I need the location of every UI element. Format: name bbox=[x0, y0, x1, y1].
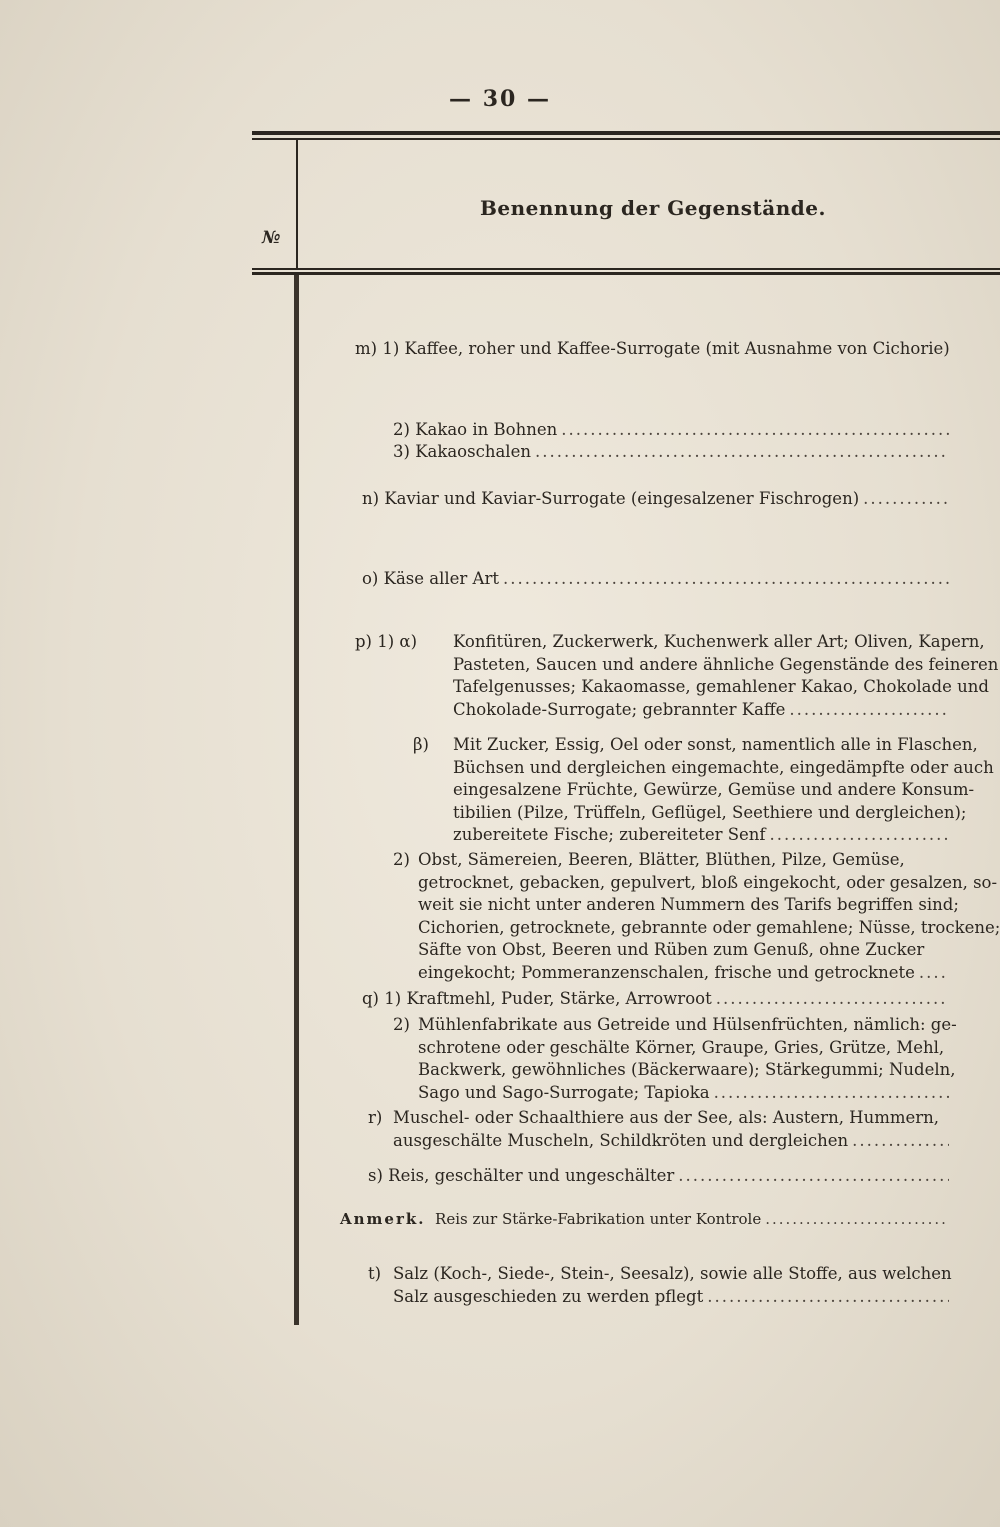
entry-text: Salz (Koch-, Siede-, Stein-, Seesalz), sowie alle Stoffe, aus welchen bbox=[393, 1264, 952, 1283]
dot-leader bbox=[852, 1130, 949, 1153]
entry-text: Konfitüren, Zuckerwerk, Kuchenwerk aller Art; Oliven, Kapern, bbox=[453, 632, 985, 651]
entry-o bbox=[362, 568, 949, 591]
column-divider-body bbox=[294, 275, 299, 1325]
entry-p-1-alpha bbox=[355, 631, 999, 721]
entry-text: Backwerk, gewöhnliches (Bäckerwaare); Stärkegummi; Nudeln, bbox=[418, 1060, 956, 1079]
entry-text: ausgeschälte Muscheln, Schildkröten und dergleichen bbox=[393, 1130, 849, 1150]
entry-text: Kaffee, roher und Kaffee-Surrogate (mit Ausnahme von Cichorie) bbox=[404, 339, 950, 358]
dot-leader bbox=[714, 1082, 949, 1105]
entry-label: 2) bbox=[393, 850, 410, 869]
dot-leader bbox=[716, 988, 949, 1011]
dot-leader bbox=[863, 488, 949, 511]
entry-q-1 bbox=[362, 988, 949, 1011]
entry-text: Tafelgenusses; Kakaomasse, gemahlener Kakao, Chokolade und bbox=[453, 677, 989, 696]
entry-text: Salz ausgeschieden zu werden pflegt bbox=[393, 1286, 704, 1306]
entry-text: Kaviar und Kaviar-Surrogate (eingesalzener Fischrogen) bbox=[384, 489, 860, 508]
entry-text: Kraftmehl, Puder, Stärke, Arrowroot bbox=[406, 989, 712, 1008]
entry-label: q) 1) bbox=[362, 989, 402, 1008]
entry-p-2 bbox=[393, 849, 1000, 984]
dot-leader bbox=[503, 568, 949, 591]
entry-text: Cichorien, getrocknete, gebrannte oder gemahlene; Nüsse, trockene; bbox=[418, 917, 1000, 937]
number-column-header: № bbox=[262, 228, 281, 248]
entry-label: 2) bbox=[393, 420, 410, 439]
entry-text: Kakao in Bohnen bbox=[415, 420, 558, 439]
table-top-rule-thin bbox=[252, 138, 1000, 140]
note-label: Anmerk. bbox=[340, 1210, 426, 1228]
entry-text: Büchsen und dergleichen eingemachte, eingedämpfte oder auch bbox=[453, 757, 994, 777]
entry-text: eingesalzene Früchte, Gewürze, Gemüse und andere Konsum- bbox=[453, 780, 975, 799]
entry-text: Reis zur Stärke-Fabrikation unter Kontrole bbox=[435, 1210, 762, 1228]
entry-text: Sago und Sago-Surrogate; Tapioka bbox=[418, 1082, 710, 1102]
entry-text: eingekocht; Pommeranzenschalen, frische und getrocknete bbox=[418, 962, 915, 982]
entry-label: n) bbox=[362, 489, 380, 508]
entry-n bbox=[362, 488, 949, 511]
entry-note bbox=[340, 1208, 949, 1231]
entry-m-1 bbox=[355, 338, 955, 361]
dot-leader bbox=[561, 419, 949, 442]
entry-text: Reis, geschälter und ungeschälter bbox=[388, 1166, 675, 1185]
entry-text: Pasteten, Saucen und andere ähnliche Gegenstände des feineren bbox=[453, 654, 999, 674]
entry-m-2 bbox=[393, 419, 949, 442]
entry-text: Chokolade-Surrogate; gebrannter Kaffe bbox=[453, 699, 786, 719]
entry-label: 3) bbox=[393, 442, 410, 461]
entry-text: Muschel- oder Schaalthiere aus der See, als: Austern, Hummern, bbox=[393, 1108, 940, 1127]
entry-text: Säfte von Obst, Beeren und Rüben zum Genuß, ohne Zucker bbox=[418, 940, 925, 959]
entry-label: o) bbox=[362, 569, 379, 588]
page-number: — 30 — bbox=[449, 86, 551, 112]
entry-label: 2) bbox=[393, 1015, 410, 1034]
dot-leader bbox=[770, 824, 949, 847]
entry-text: getrocknet, gebacken, gepulvert, bloß eingekocht, oder gesalzen, so- bbox=[418, 872, 998, 892]
entry-text: Mit Zucker, Essig, Oel oder sonst, namentlich alle in Flaschen, bbox=[453, 735, 978, 754]
entry-text: zubereitete Fische; zubereiteter Senf bbox=[453, 825, 766, 844]
dot-leader bbox=[535, 441, 949, 464]
entry-text: Mühlenfabrikate aus Getreide und Hülsenfrüchten, nämlich: ge- bbox=[418, 1015, 957, 1034]
entry-label: β) bbox=[413, 735, 429, 754]
entry-s bbox=[368, 1165, 949, 1188]
dot-leader bbox=[919, 962, 949, 985]
entry-text: weit sie nicht unter anderen Nummern des Tarifs begriffen sind; bbox=[418, 895, 959, 914]
dot-leader bbox=[707, 1286, 949, 1309]
entry-m-3 bbox=[393, 441, 949, 464]
entry-label: p) 1) α) bbox=[355, 632, 418, 651]
entry-t bbox=[368, 1263, 952, 1308]
table-top-rule bbox=[252, 131, 1000, 135]
entry-label: r) bbox=[368, 1108, 383, 1127]
column-divider-header bbox=[296, 140, 298, 270]
dot-leader bbox=[765, 1208, 949, 1231]
entry-text: tibilien (Pilze, Trüffeln, Geflügel, Seethiere und dergleichen); bbox=[453, 802, 967, 822]
entry-text: schrotene oder geschälte Körner, Graupe, Gries, Grütze, Mehl, bbox=[418, 1037, 945, 1057]
dot-leader bbox=[789, 699, 949, 722]
header-bottom-rule bbox=[252, 268, 1000, 270]
entry-q-2 bbox=[393, 1014, 957, 1104]
header-bottom-rule-thick bbox=[252, 272, 1000, 275]
dot-leader bbox=[678, 1165, 949, 1188]
entry-text: Obst, Sämereien, Beeren, Blätter, Blüthen, Pilze, Gemüse, bbox=[418, 850, 905, 869]
entry-r bbox=[368, 1107, 949, 1152]
entry-p-1-beta bbox=[413, 734, 994, 847]
entry-text: Käse aller Art bbox=[383, 569, 499, 588]
entry-label: m) 1) bbox=[355, 339, 400, 358]
designation-column-header: Benennung der Gegenstände. bbox=[480, 196, 826, 220]
entry-label: s) bbox=[368, 1166, 383, 1185]
entry-label: t) bbox=[368, 1264, 382, 1283]
entry-text: Kakaoschalen bbox=[415, 442, 531, 461]
